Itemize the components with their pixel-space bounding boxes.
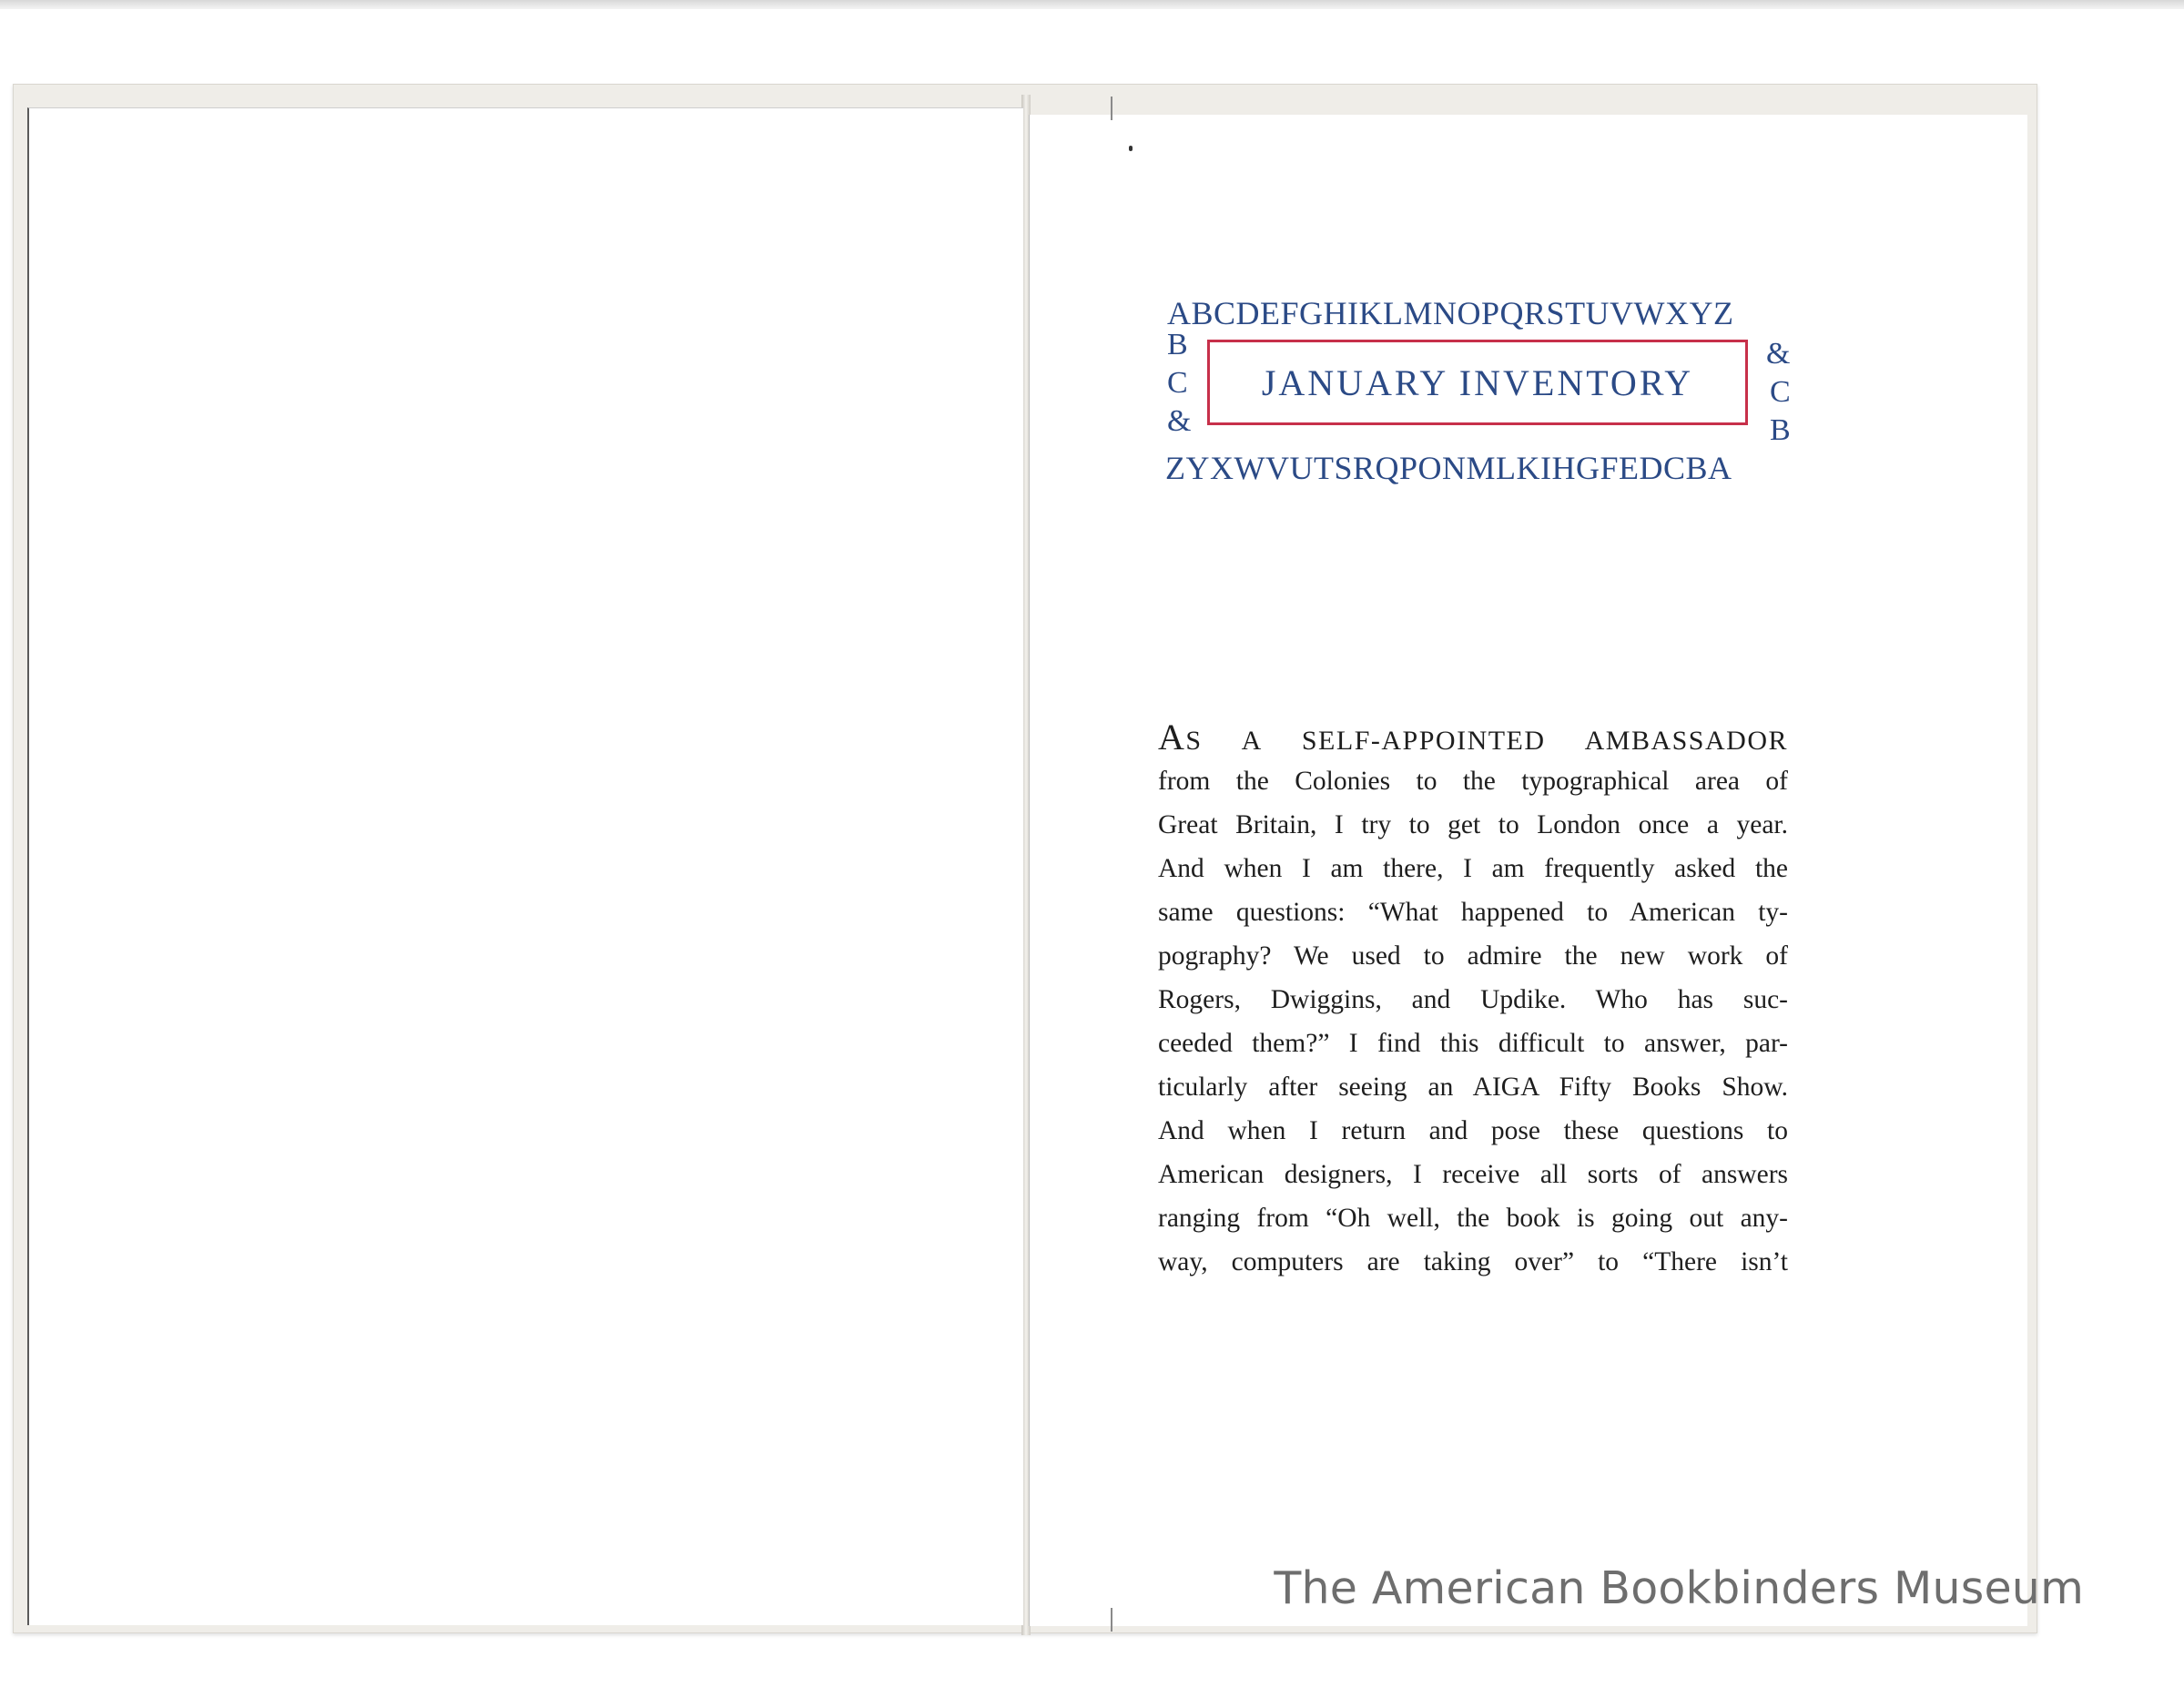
text-line: same questions: “What happened to American ty- [1158,898,1788,927]
right-column-letter: & [1766,337,1791,371]
left-page-blank [27,107,1023,1625]
left-column-letter: B [1167,328,1188,361]
right-column-letter: B [1770,413,1791,447]
text-line: Great Britain, I try to get to London once a year. [1158,810,1788,839]
drop-cap: A [1158,717,1186,758]
page-title: JANUARY INVENTORY [1261,361,1694,403]
alphabet-bottom: ZYXWVUTSRQPONMLKIHGFEDCBA [1165,450,1732,486]
text-line: Rogers, Dwiggins, and Updike. Who has suc- [1158,985,1788,1014]
text-line: way, computers are taking over” to “There isn’t [1158,1247,1788,1276]
text-line: pography? We used to admire the new work of [1158,941,1788,971]
text-line: from the Colonies to the typographical area of [1158,767,1788,796]
title-box [1207,340,1748,425]
text-line: ranging from “Oh well, the book is going out any- [1158,1204,1788,1233]
right-column-letter: C [1770,375,1791,409]
left-column-letter: & [1167,404,1192,438]
text-line [1158,716,1788,759]
text-line: And when I return and pose these questions to [1158,1116,1788,1145]
left-column-letter: C [1167,366,1188,400]
gutter-mark-top [1111,97,1112,120]
text-line: American designers, I receive all sorts of answers [1158,1160,1788,1189]
opening-small-caps: S A SELF-APPOINTED AMBASSADOR [1185,726,1788,756]
text-line: And when I am there, I am frequently asked the [1158,854,1788,883]
text-line: ticularly after seeing an AIGA Fifty Books Show. [1158,1073,1788,1102]
alphabet-top: ABCDEFGHIKLMNOPQRSTUVWXYZ [1167,295,1734,331]
paper-speck [1129,146,1133,151]
museum-watermark: The American Bookbinders Museum [1274,1562,2084,1614]
gutter-mark-bottom [1111,1608,1112,1632]
scanner-edge [0,0,2184,9]
body-paragraph [1158,716,1788,1284]
text-line: ceeded them?” I find this difficult to answer, par- [1158,1029,1788,1058]
